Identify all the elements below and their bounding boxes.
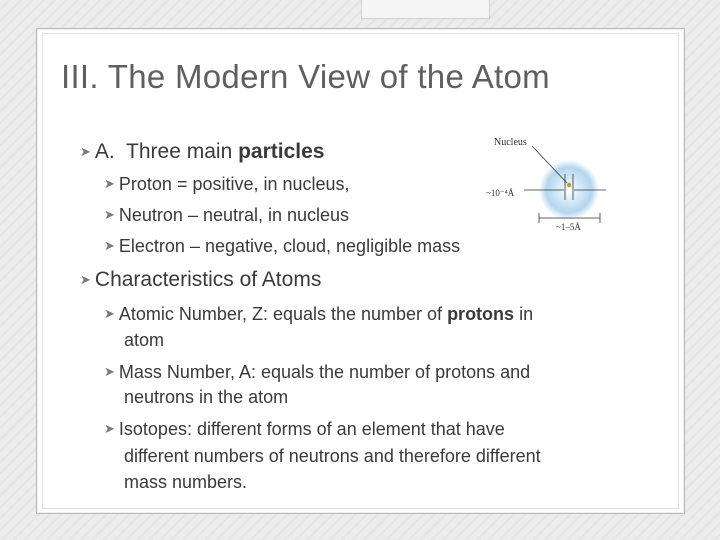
bullet-neutron xyxy=(104,205,349,226)
bullet-isotopes xyxy=(104,419,505,440)
atom-size-label: ~1–5Å xyxy=(556,222,581,232)
bullet-mass-number xyxy=(104,362,530,383)
bullet-text: Isotopes: different forms of an element that have xyxy=(118,419,505,439)
bullet-text: Characteristics of Atoms xyxy=(94,268,322,291)
bullet-arrow-icon: ➤ xyxy=(104,306,115,321)
bullet-arrow-icon: ➤ xyxy=(104,207,115,222)
decorative-tab xyxy=(361,0,490,19)
bullet-text: Electron – negative, cloud, negligible mass xyxy=(118,236,461,256)
bullet-atomic-number xyxy=(104,304,533,325)
bullet-three-particles xyxy=(80,140,324,164)
bullet-text: Proton = positive, in nucleus, xyxy=(118,174,350,194)
bullet-arrow-icon: ➤ xyxy=(80,272,91,287)
bullet-isotopes-wrap-2: mass numbers. xyxy=(124,472,248,492)
bullet-text-end: in xyxy=(514,304,534,324)
atom-diagram xyxy=(480,134,610,234)
bullet-emphasis: particles xyxy=(238,140,325,163)
bullet-arrow-icon: ➤ xyxy=(104,176,115,191)
bullet-atomic-number-wrap: atom xyxy=(124,330,165,350)
bullet-proton xyxy=(104,174,350,195)
bullet-arrow-icon: ➤ xyxy=(104,238,115,253)
bullet-text: A. Three main xyxy=(94,140,239,163)
bullet-emphasis: protons xyxy=(447,304,515,324)
bullet-arrow-icon: ➤ xyxy=(80,144,91,159)
bullet-arrow-icon: ➤ xyxy=(104,364,115,379)
bullet-mass-number-wrap: neutrons in the atom xyxy=(124,387,289,407)
bullet-isotopes-wrap-1: different numbers of neutrons and therefore different xyxy=(124,446,541,466)
nucleus-size-label: ~10⁻⁴Å xyxy=(486,188,515,198)
bullet-text: Neutron – neutral, in nucleus xyxy=(118,205,350,225)
slide-title: III. The Modern View of the Atom xyxy=(61,58,550,95)
bullet-electron xyxy=(104,236,460,257)
nucleus-dot xyxy=(567,183,571,187)
bullet-arrow-icon: ➤ xyxy=(104,421,115,436)
bullet-characteristics xyxy=(80,268,321,292)
nucleus-label: Nucleus xyxy=(494,137,527,148)
bullet-text: Mass Number, A: equals the number of protons and xyxy=(118,362,531,382)
bullet-text: Atomic Number, Z: equals the number of xyxy=(118,304,448,324)
